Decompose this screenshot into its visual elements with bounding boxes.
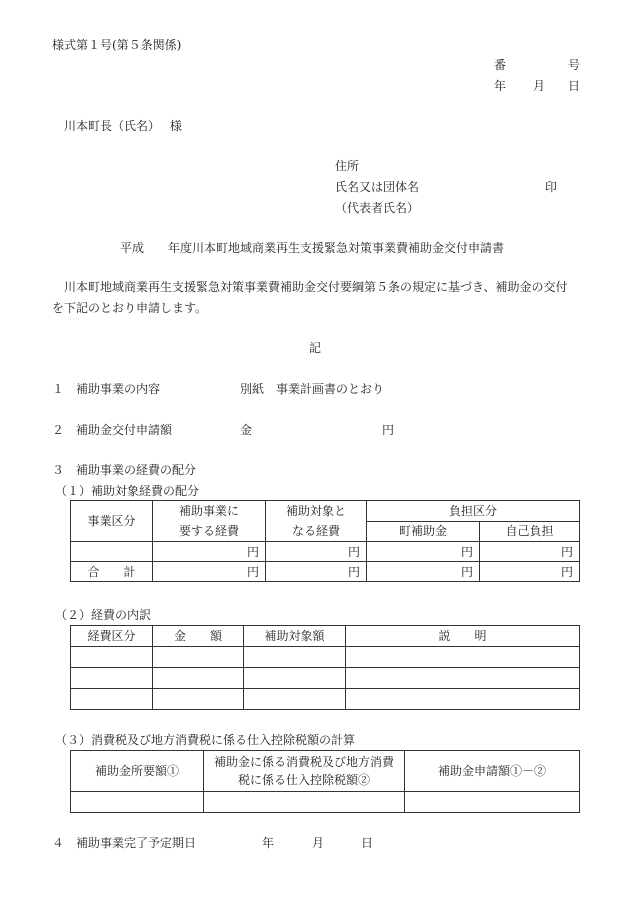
header-category: 事業区分 [71, 501, 153, 542]
representative-label: （代表者氏名） [335, 201, 420, 215]
form-number: 様式第１号(第５条関係) [52, 38, 182, 52]
item2-kin: 金 [240, 423, 253, 437]
cell[interactable] [71, 689, 153, 710]
applicant-address-label: 住所 [335, 159, 360, 173]
header-tax-deduction-line1: 補助金に係る消費税及び地方消費 [213, 755, 394, 769]
header-eligible-cost-line2: なる経費 [291, 524, 340, 538]
body-text-line2: を下記のとおり申請します。 [52, 301, 208, 315]
header-application-amount: 補助金申請額①－② [405, 751, 580, 792]
cell[interactable] [244, 647, 346, 668]
item4-day: 日 [361, 836, 374, 850]
yen-cell[interactable]: 円 [266, 542, 367, 562]
header-required-cost-line1: 補助事業に [178, 504, 239, 518]
sub3-title: （３）消費税及び地方消費税に係る仕入控除税額の計算 [55, 733, 356, 747]
seal-mark: 印 [545, 180, 558, 194]
cell[interactable] [405, 792, 580, 813]
item4-number: ４ [52, 836, 65, 850]
applicant-name-label: 氏名又は団体名 [335, 180, 420, 194]
cell[interactable] [153, 647, 244, 668]
item2-label: 補助金交付申請額 [76, 423, 173, 437]
date-day-label: 日 [568, 79, 581, 93]
item1-label: 補助事業の内容 [76, 382, 161, 396]
header-description: 説 明 [346, 626, 580, 647]
header-amount: 金 額 [153, 626, 244, 647]
table-row [71, 668, 580, 689]
expense-allocation-table [70, 500, 580, 582]
expense-breakdown-table [70, 625, 580, 710]
category-cell[interactable] [71, 542, 153, 562]
header-required-subsidy: 補助金所要額① [71, 751, 204, 792]
header-tax-deduction-line2: 税に係る仕入控除税額② [237, 773, 370, 787]
document-title: 平成 年度川本町地域商業再生支援緊急対策事業費補助金交付申請書 [120, 241, 505, 255]
yen-cell[interactable]: 円 [367, 562, 480, 582]
total-row [71, 562, 580, 582]
item2-yen: 円 [382, 423, 395, 437]
header-eligible-cost-line1: 補助対象と [285, 504, 346, 518]
item4-label: 補助事業完了予定期日 [76, 836, 197, 850]
sub1-title: （１）補助対象経費の配分 [55, 484, 200, 498]
header-burden: 負担区分 [367, 501, 580, 522]
ki-heading: 記 [309, 341, 322, 355]
header-expense-category: 経費区分 [71, 626, 153, 647]
cell[interactable] [204, 792, 405, 813]
body-text-line1: 川本町地域商業再生支援緊急対策事業費補助金交付要綱第５条の規定に基づき、補助金の交付 [64, 280, 568, 294]
item1-value: 別紙 事業計画書のとおり [240, 382, 385, 396]
cell[interactable] [244, 668, 346, 689]
header-self-burden: 自己負担 [480, 521, 580, 542]
yen-cell[interactable]: 円 [480, 542, 580, 562]
cell[interactable] [346, 689, 580, 710]
number-label-ban: 番 [494, 58, 507, 72]
header-tax-deduction [204, 751, 405, 792]
header-town-subsidy: 町補助金 [367, 521, 480, 542]
table-row [71, 792, 580, 813]
item4-year: 年 [262, 836, 275, 850]
yen-cell[interactable]: 円 [153, 562, 266, 582]
table-row [71, 647, 580, 668]
item2-number: ２ [52, 423, 65, 437]
header-eligible-amount: 補助対象額 [244, 626, 346, 647]
sub2-title: （２）経費の内訳 [55, 608, 152, 622]
addressee: 川本町長（氏名） 様 [64, 119, 182, 133]
yen-cell[interactable]: 円 [266, 562, 367, 582]
cell[interactable] [71, 668, 153, 689]
cell[interactable] [71, 792, 204, 813]
total-label: 合 計 [71, 562, 153, 582]
item3-number: ３ [52, 463, 65, 477]
tax-calculation-table [70, 750, 580, 813]
cell[interactable] [71, 647, 153, 668]
cell[interactable] [346, 668, 580, 689]
yen-cell[interactable]: 円 [480, 562, 580, 582]
item3-label: 補助事業の経費の配分 [76, 463, 197, 477]
item1-number: １ [52, 382, 65, 396]
table-row [71, 689, 580, 710]
date-year-label: 年 [494, 79, 507, 93]
cell[interactable] [153, 668, 244, 689]
item4-month: 月 [312, 836, 325, 850]
table-row [71, 542, 580, 562]
yen-cell[interactable]: 円 [153, 542, 266, 562]
header-required-cost-line2: 要する経費 [178, 524, 239, 538]
header-required-cost [153, 501, 266, 542]
cell[interactable] [153, 689, 244, 710]
number-label-go: 号 [568, 58, 581, 72]
date-month-label: 月 [533, 79, 546, 93]
header-eligible-cost [266, 501, 367, 542]
yen-cell[interactable]: 円 [367, 542, 480, 562]
cell[interactable] [244, 689, 346, 710]
cell[interactable] [346, 647, 580, 668]
